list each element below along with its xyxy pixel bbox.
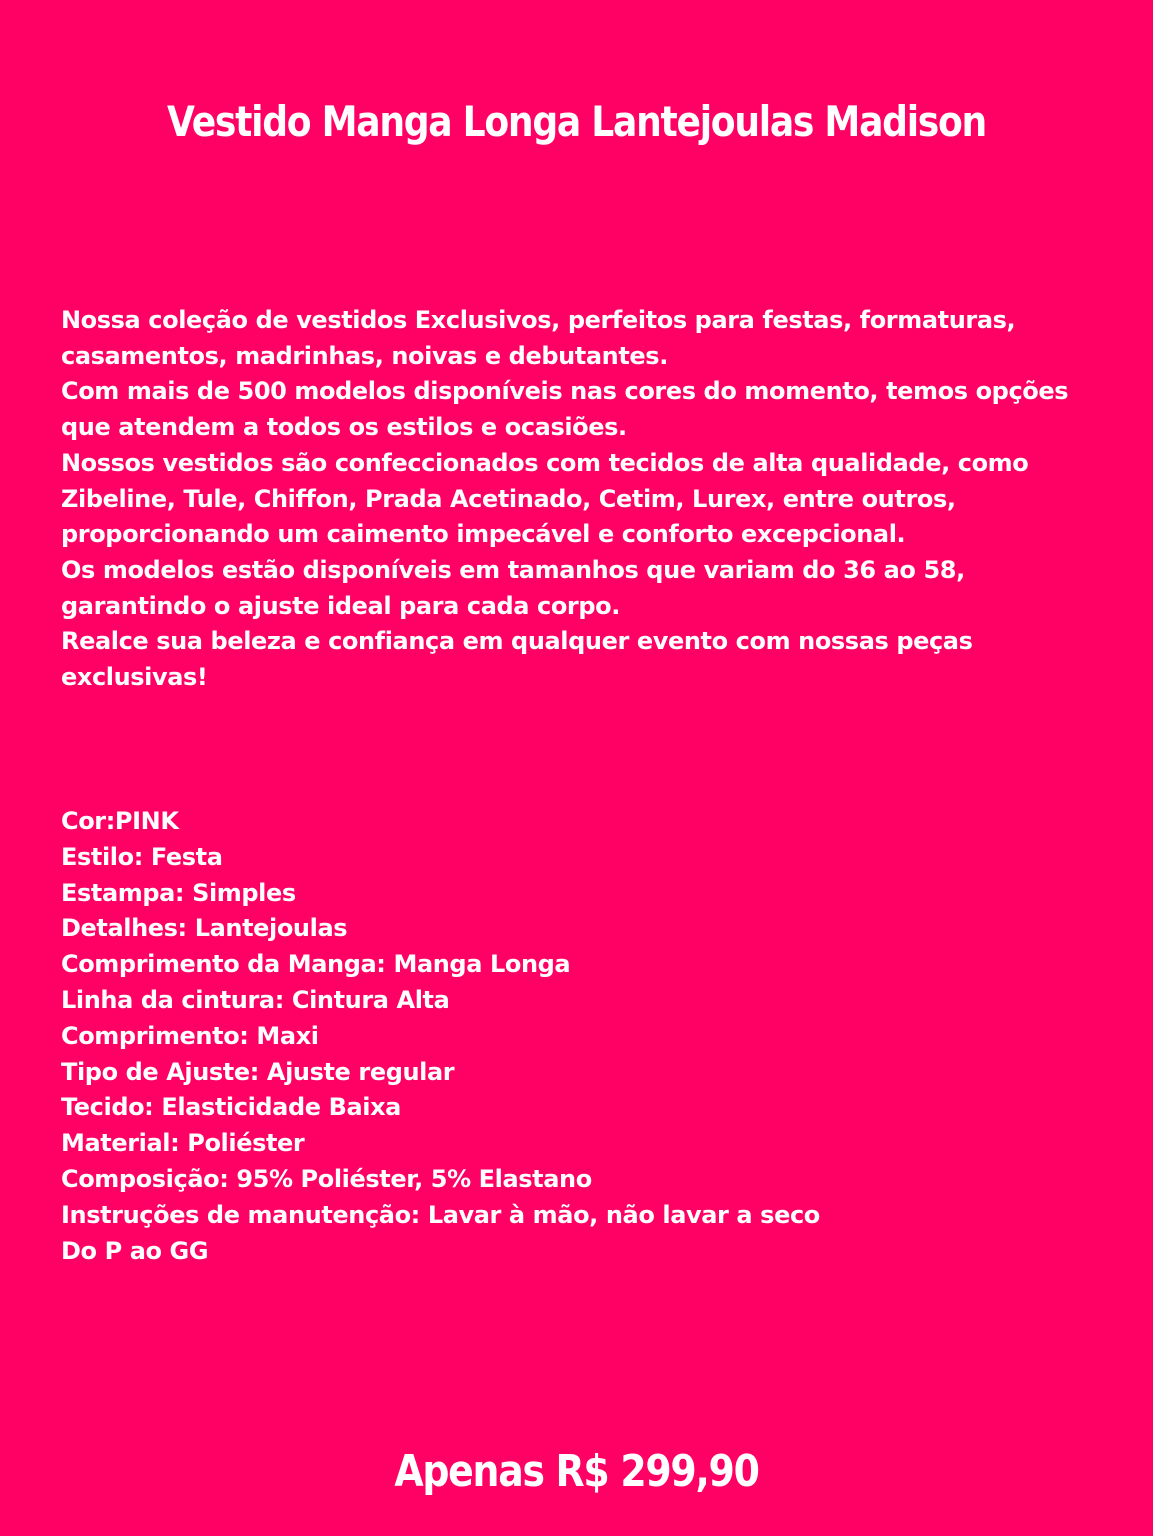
- spec-item: Tecido: Elasticidade Baixa: [61, 1093, 401, 1122]
- description-paragraph: Realce sua beleza e confiança em qualquer evento com nossas peças exclusivas!: [61, 627, 973, 692]
- description-paragraph: Nossos vestidos são confeccionados com tecidos de alta qualidade, como Zibeline, Tule, Chiffon, Prada Acetinado, Cetim, Lurex, entre outros, proporcionando um caimento impecável e conforto excepcional.: [61, 448, 1029, 549]
- description-paragraph: Os modelos estão disponíveis em tamanhos que variam do 36 ao 58, garantindo o ajuste ideal para cada corpo.: [61, 555, 965, 620]
- spec-item: Comprimento da Manga: Manga Longa: [61, 950, 571, 979]
- spec-item: Linha da cintura: Cintura Alta: [61, 985, 450, 1014]
- price-label: Apenas R$ 299,90: [394, 1446, 759, 1497]
- spec-item: Instruções de manutenção: Lavar à mão, não lavar a seco: [61, 1200, 820, 1229]
- spec-item: Comprimento: Maxi: [61, 1021, 319, 1050]
- product-title: Vestido Manga Longa Lantejoulas Madison: [167, 97, 986, 146]
- product-specs-list: [61, 804, 1101, 1269]
- spec-item: Tipo de Ajuste: Ajuste regular: [61, 1057, 455, 1086]
- spec-item: Composição: 95% Poliéster, 5% Elastano: [61, 1164, 592, 1193]
- spec-item: Material: Poliéster: [61, 1129, 305, 1158]
- spec-item: Detalhes: Lantejoulas: [61, 914, 348, 943]
- product-description: [61, 303, 1101, 696]
- description-paragraph: Nossa coleção de vestidos Exclusivos, perfeitos para festas, formaturas, casamentos, madrinhas, noivas e debutantes.: [61, 306, 1016, 370]
- spec-item: Estampa: Simples: [61, 878, 296, 907]
- spec-item: Do P ao GG: [61, 1236, 209, 1265]
- spec-item: Estilo: Festa: [61, 842, 223, 871]
- description-paragraph: Com mais de 500 modelos disponíveis nas cores do momento, temos opções que atendem a todos os estilos e ocasiões.: [61, 377, 1069, 442]
- spec-item: Cor:PINK: [61, 807, 179, 835]
